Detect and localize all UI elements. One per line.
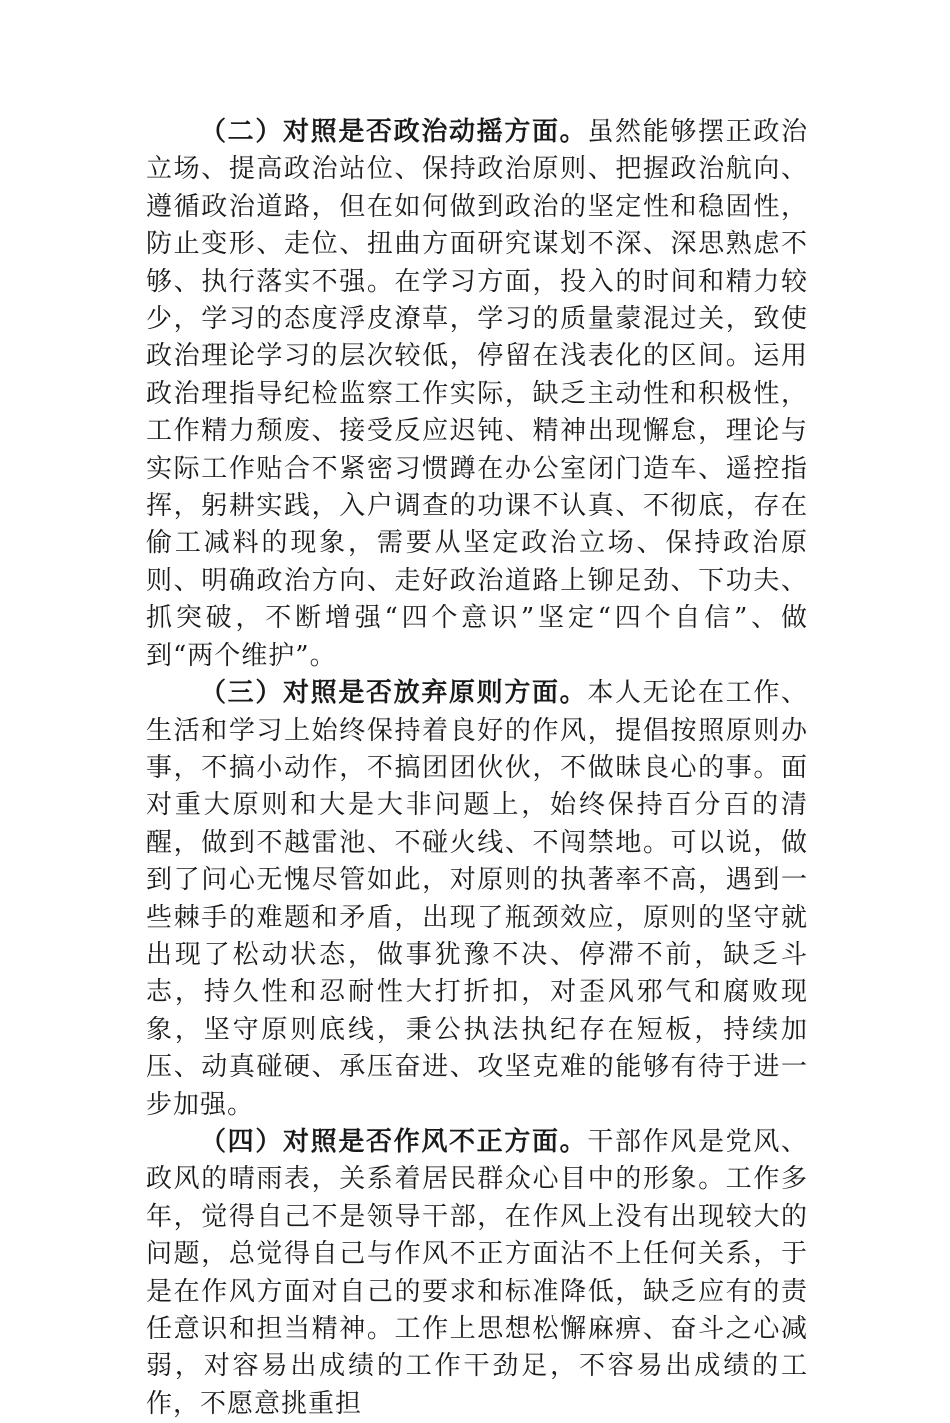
paragraph-2-heading: （二）对照是否政治动摇方面。 [200,117,588,147]
paragraph-3 [146,675,808,1124]
document-page [146,114,808,1423]
paragraph-3-body: 本人无论在工作、生活和学习上始终保持着良好的作风，提倡按照原则办事，不搞小动作，不搞团团伙伙，不做昧良心的事。面对重大原则和大是大非问题上，始终保持百分百的清醒，做到不越雷池、不碰火线、不闯禁地。可以说，做到了问心无愧尽管如此，对原则的执著率不高，遇到一些棘手的难题和矛盾，出现了瓶颈效应，原则的坚守就出现了松动状态，做事犹豫不决、停滞不前，缺乏斗志，持久性和忍耐性大打折扣，对歪风邪气和腐败现象，坚守原则底线，秉公执法执纪存在短板，持续加压、动真碰硬、承压奋进、攻坚克难的能够有待于进一步加强。 [146,678,808,1120]
paragraph-2-body: 虽然能够摆正政治立场、提高政治站位、保持政治原则、把握政治航向、遵循政治道路，但在如何做到政治的坚定性和稳固性，防止变形、走位、扭曲方面研究谋划不深、深思熟虑不够、执行落实不强。在学习方面，投入的时间和精力较少，学习的态度浮皮潦草，学习的质量蒙混过关，致使政治理论学习的层次较低，停留在浅表化的区间。运用政治理指导纪检监察工作实际，缺乏主动性和积极性，工作精力颓废、接受反应迟钝、精神出现懈怠，理论与实际工作贴合不紧密习惯蹲在办公室闭门造车、遥控指挥，躬耕实践，入户调查的功课不认真、不彻底，存在偷工减料的现象，需要从坚定政治立场、保持政治原则、明确政治方向、走好政治道路上铆足劲、下功夫、抓突破，不断增强“四个意识”坚定“四个自信”、做到“两个维护”。 [146,117,808,671]
paragraph-2 [146,114,808,675]
paragraph-3-heading: （三）对照是否放弃原则方面。 [200,678,588,709]
paragraph-4-heading: （四）对照是否作风不正方面。 [200,1126,588,1157]
paragraph-4-body: 干部作风是党风、政风的晴雨表，关系着居民群众心目中的形象。工作多年，觉得自己不是领导干部，在作风上没有出现较大的问题，总觉得自己与作风不正方面沾不上任何关系，于是在作风方面对自己的要求和标准降低，缺乏应有的责任意识和担当精神。工作上思想松懈麻痹、奋斗之心减弱，对容易出成绩的工作干劲足，不容易出成绩的工作，不愿意挑重担 [146,1126,808,1419]
paragraph-4 [146,1124,808,1423]
